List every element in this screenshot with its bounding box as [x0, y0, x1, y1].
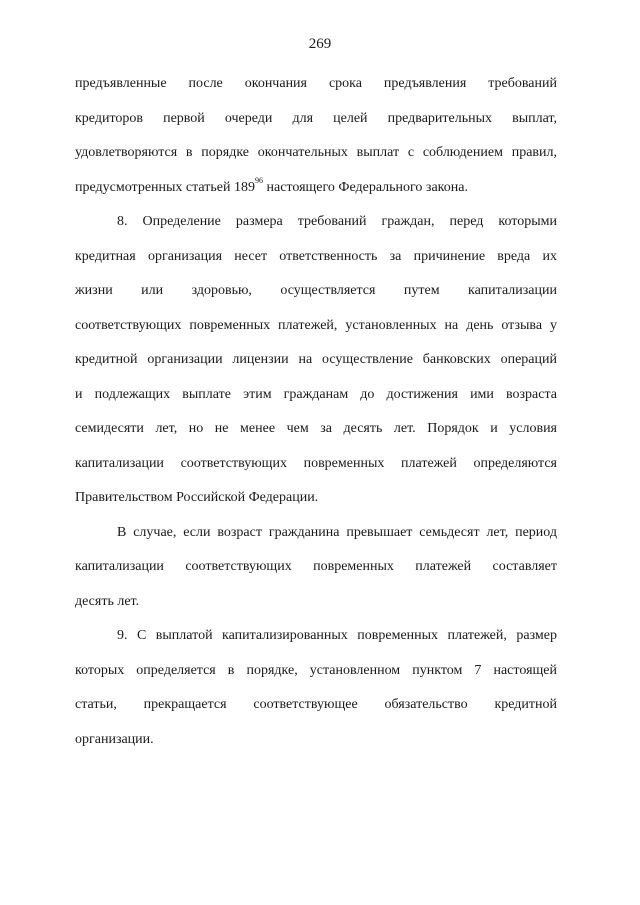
text-line: кредиторов первой очереди для целей предварительных выплат, [75, 110, 557, 126]
text-line: десять лет. [75, 593, 140, 609]
page-number: 269 [308, 36, 332, 52]
paragraph-age-case [75, 516, 557, 620]
text-fragment: предусмотренных статьей 189 [75, 179, 255, 195]
text-line: предъявленные после окончания срока предъявления требований [75, 76, 557, 91]
text-line: кредитной организации лицензии на осуществление банковских операций [75, 352, 557, 367]
paragraph-item-8 [75, 205, 557, 516]
text-line: 8. Определение размера требований граждан, перед которыми [117, 214, 557, 229]
text-line: жизни или здоровью, осуществляется путем капитализации [75, 283, 557, 298]
text-line: удовлетворяются в порядке окончательных выплат с соблюдением правил, [75, 145, 557, 160]
text-line: В случае, если возраст гражданина превышает семьдесят лет, период [117, 524, 557, 540]
text-line: которых определяется в порядке, установленном пунктом 7 настоящей [75, 662, 557, 678]
text-line: соответствующих повременных платежей, установленных на день отзыва у [75, 317, 557, 333]
text-line: организации. [75, 731, 154, 747]
text-line: капитализации соответствующих повременных платежей определяются [75, 455, 557, 471]
text-fragment: настоящего Федерального закона. [263, 179, 468, 195]
text-line [75, 171, 557, 206]
text-line: Правительством Российской Федерации. [75, 490, 319, 505]
text-line: кредитная организация несет ответственность за причинение вреда их [75, 248, 557, 264]
text-line: капитализации соответствующих повременных платежей составляет [75, 559, 557, 574]
paragraph-item-9 [75, 619, 557, 757]
text-line: и подлежащих выплате этим гражданам до достижения ими возраста [75, 386, 557, 402]
text-line: семидесяти лет, но не менее чем за десять лет. Порядок и условия [75, 421, 557, 436]
text-line: статьи, прекращается соответствующее обязательство кредитной [75, 697, 557, 712]
paragraph-continuation [75, 67, 557, 205]
document-body [75, 67, 557, 757]
superscript: 96 [255, 175, 263, 185]
text-line: 9. С выплатой капитализированных повременных платежей, размер [117, 628, 557, 643]
